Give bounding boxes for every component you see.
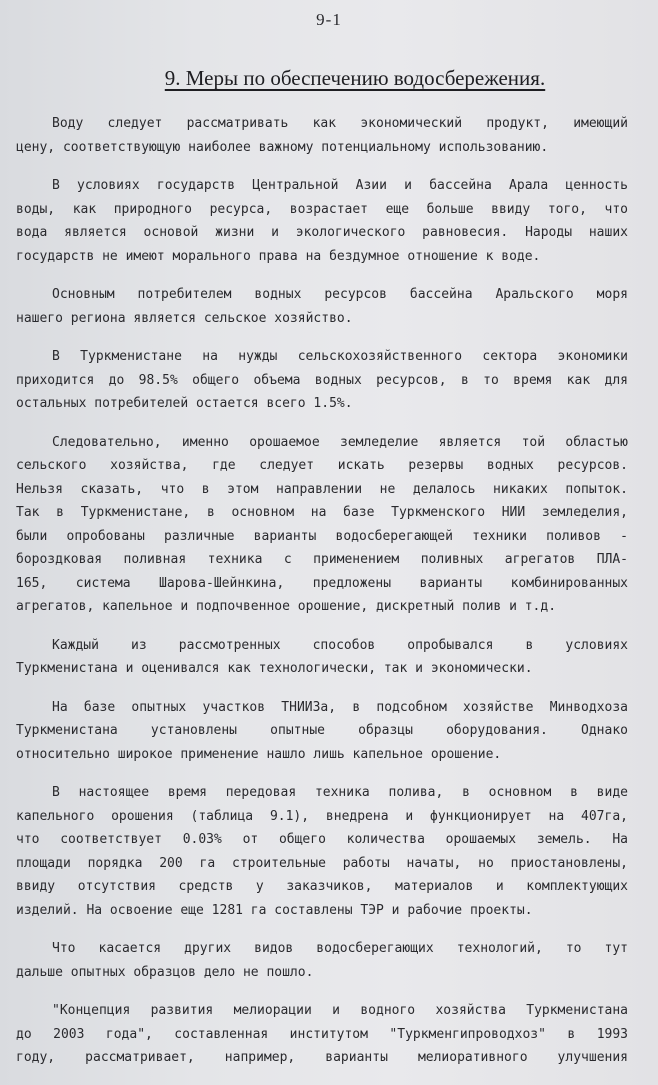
text-line: Основным потребителем водных ресурсов бассейна Аральского моря bbox=[52, 287, 628, 302]
paragraph bbox=[16, 112, 628, 159]
text-line: В настоящее время передовая техника полива, в основном в виде bbox=[52, 785, 628, 800]
text-line: что соответствует 0.03% от общего количества орошаемых земель. На bbox=[16, 832, 628, 847]
text-line: приходится до 98.5% общего объема водных ресурсов, в то время как для bbox=[16, 372, 628, 388]
page-number: 9-1 bbox=[316, 10, 342, 29]
text-line: "Концепция развития мелиорации и водного хозяйства Туркменистана bbox=[52, 1003, 628, 1018]
text-line: нашего региона является сельское хозяйство. bbox=[16, 310, 353, 326]
text-line: остальных потребителей остается всего 1.5%. bbox=[16, 396, 353, 411]
paragraph bbox=[16, 431, 628, 619]
text-line: 165, система Шарова-Шейнкина, предложены варианты комбинированных bbox=[16, 575, 628, 591]
paragraph bbox=[16, 634, 628, 681]
text-line: воды, как природного ресурса, возрастает еще больше ввиду того, что bbox=[16, 201, 628, 217]
text-line: дальше опытных образцов дело не пошло. bbox=[16, 964, 314, 980]
text-line: сельского хозяйства, где следует искать резервы водных ресурсов. bbox=[16, 458, 628, 473]
paragraph bbox=[16, 345, 628, 416]
paragraph bbox=[16, 283, 628, 330]
text-line: Каждый из рассмотренных способов опробывался в условиях bbox=[52, 637, 628, 653]
text-line: капельного орошения (таблица 9.1), внедрена и функционирует на 407га, bbox=[16, 808, 628, 824]
text-line: бороздковая поливная техника с применением поливных агрегатов ПЛА- bbox=[16, 552, 628, 567]
text-line: Следовательно, именно орошаемое земледелие является той областью bbox=[52, 434, 628, 450]
text-line: изделий. На освоение еще 1281 га составлены ТЭР и рабочие проекты. bbox=[16, 902, 533, 918]
paragraph bbox=[16, 937, 628, 984]
text-line: относительно широкое применение нашло лишь капельное орошение. bbox=[16, 746, 502, 762]
text-line: ввиду отсутствия средств у заказчиков, материалов и комплектующих bbox=[16, 879, 628, 894]
paragraph bbox=[16, 696, 628, 767]
text-line: вода является основой жизни и экологического равновесия. Народы наших bbox=[16, 225, 628, 240]
text-line: Что касается других видов водосберегающих технологий, то тут bbox=[52, 941, 628, 956]
text-line: государств не имеют морального права на бездумное отношение к воде. bbox=[16, 248, 541, 264]
text-line: На базе опытных участков ТНИИЗа, в подсобном хозяйстве Минводхоза bbox=[52, 699, 628, 715]
section-heading: 9. Меры по обеспечению водосбережения. bbox=[164, 66, 546, 90]
paragraph bbox=[16, 781, 628, 922]
text-line: Воду следует рассматривать как экономический продукт, имеющий bbox=[52, 116, 628, 131]
text-line: Туркменистана и оценивался как технологически, так и экономически. bbox=[16, 661, 533, 676]
text-line: Нельзя сказать, что в этом направлении не делалось никаких попыток. bbox=[16, 481, 628, 497]
body-text bbox=[16, 112, 628, 1085]
text-line: Туркменистана установлены опытные образцы оборудования. Однако bbox=[16, 723, 628, 738]
text-line: были опробованы различные варианты водосберегающей техники поливов - bbox=[16, 528, 628, 544]
text-line: году, рассматривает, например, варианты мелиоративного улучшения bbox=[16, 1050, 628, 1065]
text-line: В условиях государств Центральной Азии и бассейна Арала ценность bbox=[52, 178, 628, 193]
text-line: до 2003 года", составленная институтом "Туркменгипроводхоз" в 1993 bbox=[16, 1026, 628, 1042]
text-line: площади порядка 200 га строительные работы начаты, но приостановлены, bbox=[16, 855, 628, 871]
text-line: Так в Туркменистане, в основном на базе Туркменского НИИ земледелия, bbox=[16, 505, 628, 520]
text-line: агрегатов, капельное и подпочвенное орошение, дискретный полив и т.д. bbox=[16, 599, 557, 614]
paragraph bbox=[16, 999, 628, 1070]
text-line: цену, соответствующую наиболее важному потенциальному использованию. bbox=[16, 139, 549, 155]
text-line: В Туркменистане на нужды сельскохозяйственного сектора экономики bbox=[52, 349, 628, 364]
paragraph bbox=[16, 174, 628, 268]
